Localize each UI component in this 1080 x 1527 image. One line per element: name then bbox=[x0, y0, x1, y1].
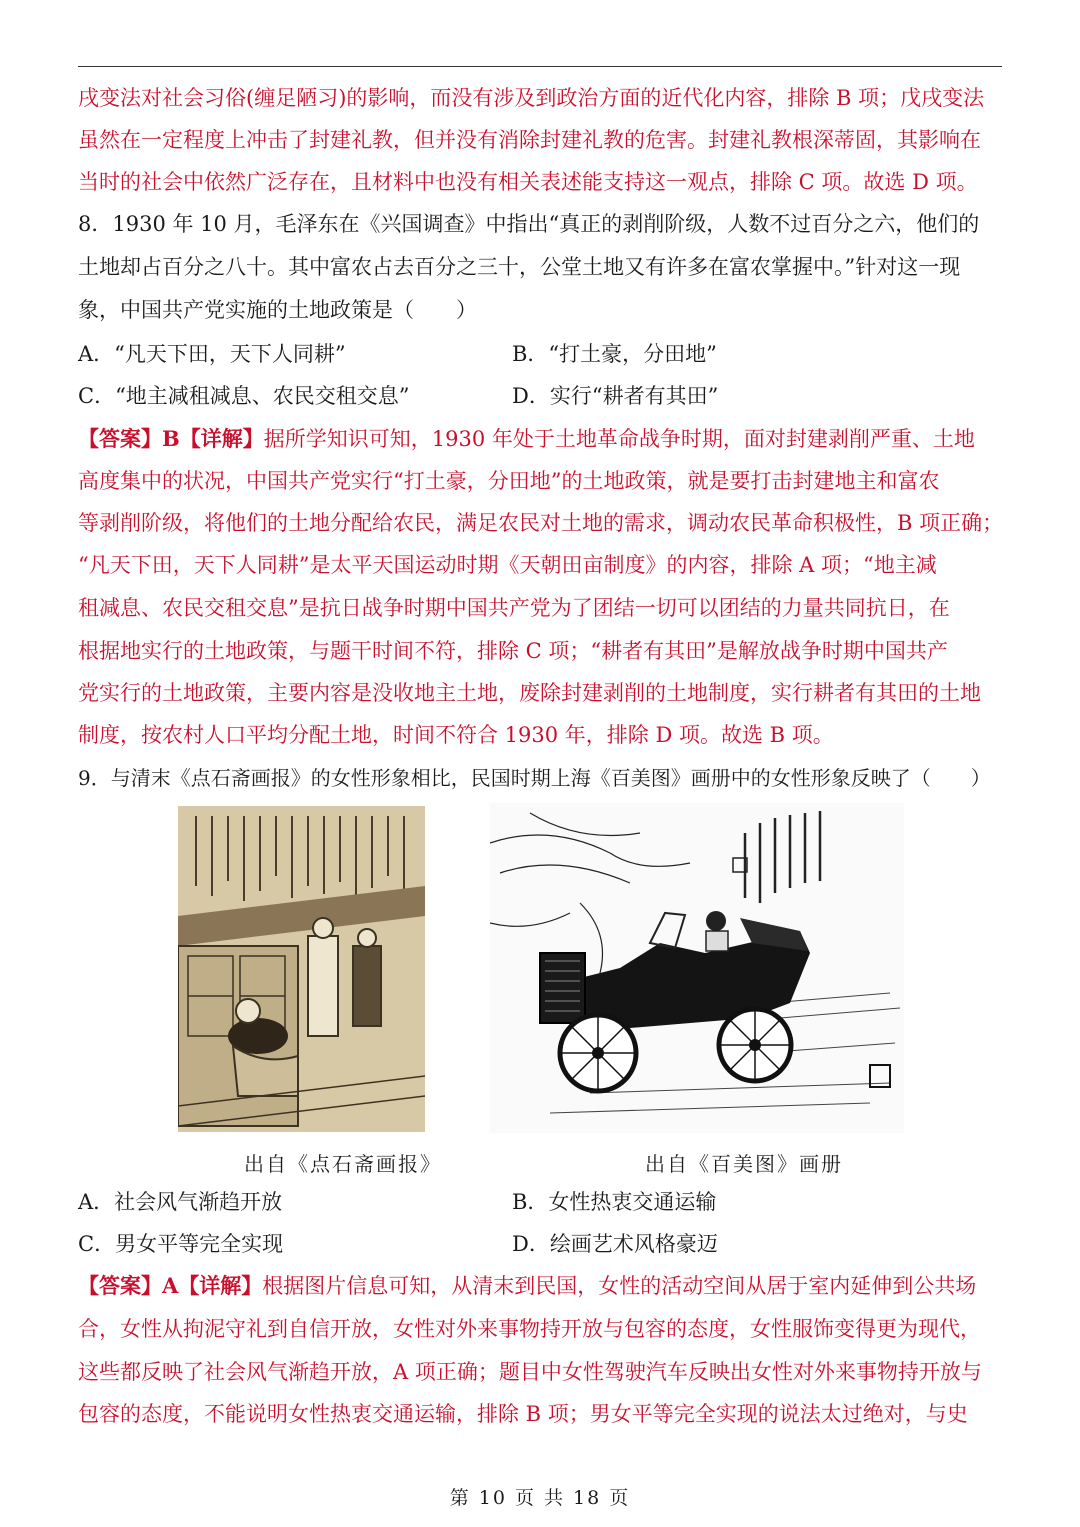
q8-option-d: D．实行“耕者有其田” bbox=[512, 384, 719, 408]
q9-answer-tag: 【答案】A【详解】 bbox=[78, 1273, 263, 1298]
q8-option-c: C．“地主减租减息、农民交租交息” bbox=[78, 384, 410, 408]
q9-option-a: A．社会风气渐趋开放 bbox=[78, 1190, 283, 1214]
page-footer: 第 10 页 共 18 页 bbox=[449, 1487, 631, 1509]
dianshizhai-illustration bbox=[178, 806, 425, 1132]
q8-explanation-line-6: 根据地实行的土地政策，与题干时间不符，排除 C 项；“耕者有其田”是解放战争时期中国共产 bbox=[78, 639, 948, 663]
q8-explanation-line-5: 租减息、农民交租交息”是抗日战争时期中国共产党为了团结一切可以团结的力量共同抗日，在 bbox=[78, 596, 950, 620]
q9-answer-line-1 bbox=[78, 1272, 1002, 1300]
q8-stem-line-2: 土地却占百分之八十。其中富农占去百分之三十，公堂土地又有许多在富农掌握中。”针对这一现 bbox=[78, 255, 961, 279]
q8-explanation-line-7: 党实行的土地政策，主要内容是没收地主土地，废除封建剥削的土地制度，实行耕者有其田的土地 bbox=[78, 681, 981, 705]
q8-explanation-line-3: 等剥削阶级，将他们的土地分配给农民，满足农民对土地的需求，调动农民革命积极性，B 项正确； bbox=[78, 511, 1004, 535]
image-left-caption: 出自《点石斋画报》 bbox=[244, 1152, 442, 1176]
q9-explanation-line-3: 这些都反映了社会风气渐趋开放，A 项正确；题目中女性驾驶汽车反映出女性对外来事物持开放与 bbox=[78, 1360, 982, 1384]
prev-explanation-line-1: 戌变法对社会习俗(缠足陋习)的影响，而没有涉及到政治方面的近代化内容，排除 B 项；戊戌变法 bbox=[78, 86, 985, 110]
q9-stem: 9．与清末《点石斋画报》的女性形象相比，民国时期上海《百美图》画册中的女性形象反映了（ ） bbox=[78, 766, 991, 790]
q9-option-b: B．女性热衷交通运输 bbox=[512, 1190, 717, 1214]
baimeitu-illustration bbox=[490, 803, 904, 1133]
q8-option-b: B．“打土豪，分田地” bbox=[512, 342, 717, 366]
q8-stem-line-3: 象，中国共产党实施的土地政策是（ ） bbox=[78, 298, 477, 322]
q9-explanation-line-4: 包容的态度，不能说明女性热衷交通运输，排除 B 项；男女平等完全实现的说法太过绝对，与史 bbox=[78, 1402, 968, 1426]
q9-option-d: D．绘画艺术风格豪迈 bbox=[512, 1232, 718, 1256]
q9-explanation-first: 根据图片信息可知，从清末到民国，女性的活动空间从居于室内延伸到公共场 bbox=[262, 1274, 977, 1298]
header-rule bbox=[78, 66, 1002, 67]
q8-answer-tag: 【答案】B【详解】 bbox=[78, 426, 264, 451]
baimeitu-illustration-drawing bbox=[490, 803, 904, 1133]
prev-explanation-line-2: 虽然在一定程度上冲击了封建礼教，但并没有消除封建礼教的危害。封建礼教根深蒂固，其影响在 bbox=[78, 128, 981, 152]
q9-explanation-line-2: 合，女性从拘泥守礼到自信开放，女性对外来事物持开放与包容的态度，女性服饰变得更为现代， bbox=[78, 1317, 981, 1341]
q8-option-a: A．“凡天下田，天下人同耕” bbox=[78, 342, 346, 366]
prev-explanation-line-3: 当时的社会中依然广泛存在，且材料中也没有相关表述能支持这一观点，排除 C 项。故选 D 项。 bbox=[78, 170, 978, 194]
q8-explanation-first: 据所学知识可知，1930 年处于土地革命战争时期，面对封建剥削严重、土地 bbox=[263, 427, 975, 451]
q8-stem-line-1: 8．1930 年 10 月，毛泽东在《兴国调查》中指出“真正的剥削阶级，人数不过百分之六，他们的 bbox=[78, 212, 980, 236]
q8-answer-line-1 bbox=[78, 425, 1002, 453]
q8-explanation-line-4: “凡天下田，天下人同耕”是太平天国运动时期《天朝田亩制度》的内容，排除 A 项；“地主减 bbox=[78, 553, 937, 577]
dianshizhai-illustration-drawing bbox=[178, 806, 425, 1132]
image-right-caption: 出自《百美图》画册 bbox=[645, 1152, 843, 1176]
q9-option-c: C．男女平等完全实现 bbox=[78, 1232, 284, 1256]
q8-explanation-line-2: 高度集中的状况，中国共产党实行“打土豪，分田地”的土地政策，就是要打击封建地主和富农 bbox=[78, 469, 940, 493]
q8-explanation-line-8: 制度，按农村人口平均分配土地，时间不符合 1930 年，排除 D 项。故选 B 项。 bbox=[78, 723, 834, 747]
